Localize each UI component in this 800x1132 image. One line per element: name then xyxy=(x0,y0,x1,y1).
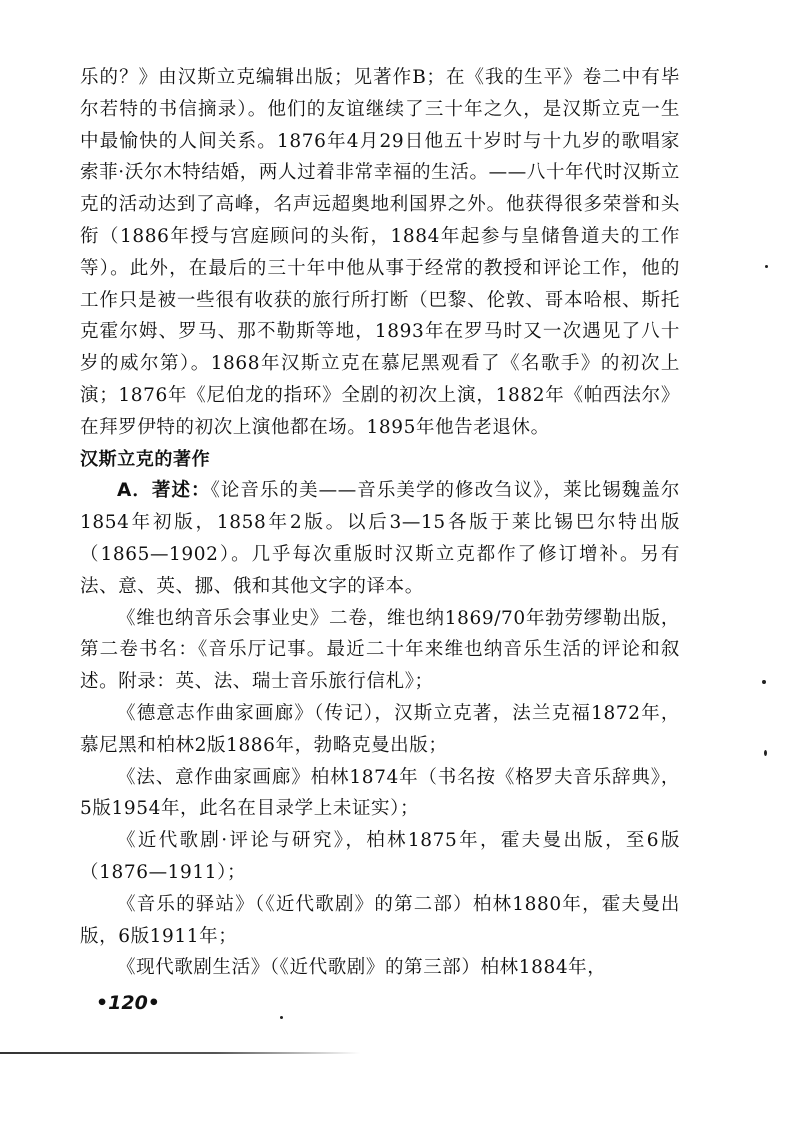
page-number: •120• xyxy=(96,992,160,1014)
section-heading: 汉斯立克的著作 xyxy=(80,448,211,470)
scan-speck xyxy=(765,265,768,268)
work-entry: 《近代歌剧·评论与研究》，柏林1875年，霍夫曼出版，至6版（1876—1911）； xyxy=(80,830,680,883)
works-paragraph xyxy=(80,475,680,602)
work-entry: 《音乐的驿站》（《近代歌剧》的第二部）柏林1880年，霍夫曼出版，6版1911年； xyxy=(80,893,680,947)
work-entry: 《维也纳音乐会事业史》二卷，维也纳1869/70年勃劳缪勒出版，第二卷书名：《音乐厅记事。最近二十年来维也纳音乐生活的评论和叙述。附录：英、法、瑞士音乐旅行信札》； xyxy=(80,607,680,693)
works-first-text: 《论音乐的美——音乐美学的修改刍议》，莱比锡魏盖尔1854年初版，1858年2版。以后3—15各版于莱比锡巴尔特出版（1865—1902）。几乎每次重版时汉斯立克都作了修订增补。另有法、意、英、挪、俄和其他文字的译本。 xyxy=(80,480,680,597)
page-body xyxy=(80,62,680,984)
work-entry: 《现代歌剧生活》（《近代歌剧》的第三部）柏林1884年， xyxy=(117,957,607,979)
works-lead: A．著述： xyxy=(117,480,211,502)
body-paragraph: 乐的？》由汉斯立克编辑出版；见著作B；在《我的生平》卷二中有毕尔若特的书信摘录）。他们的友谊继续了三十年之久，是汉斯立克一生中最愉快的人间关系。1876年4月29日他五十岁时与十九岁的歌唱家索菲·沃尔木特结婚，两人过着非常幸福的生活。——八十年代时汉斯立克的活动达到了高峰，名声远超奥地利国界之外。他获得很多荣誉和头衔（1886年授与宫庭顾问的头衔，1884年起参与皇储鲁道夫的工作等）。此外，在最后的三十年中他从事于经常的教授和评论工作，他的工作只是被一些很有收获的旅行所打断（巴黎、伦敦、哥本哈根、斯托克霍尔姆、罗马、那不勒斯等地，1893年在罗马时又一次遇见了八十岁的威尔第）。1868年汉斯立克在慕尼黑观看了《名歌手》的初次上演；1876年《尼伯龙的指环》全剧的初次上演，1882年《帕西法尔》在拜罗伊特的初次上演他都在场。1895年他告老退休。 xyxy=(80,67,680,438)
work-entry: 《德意志作曲家画廊》（传记），汉斯立克著，法兰克福1872年，慕尼黑和柏林2版1886年，勃略克曼出版； xyxy=(80,702,680,756)
work-entry: 《法、意作曲家画廊》柏林1874年（书名按《格罗夫音乐辞典》，5版1954年，此名在目录学上未证实）； xyxy=(80,766,680,820)
scan-speck xyxy=(280,1016,283,1019)
scan-speck xyxy=(764,750,767,756)
scan-edge-line xyxy=(0,1052,360,1054)
scan-speck xyxy=(762,680,766,684)
